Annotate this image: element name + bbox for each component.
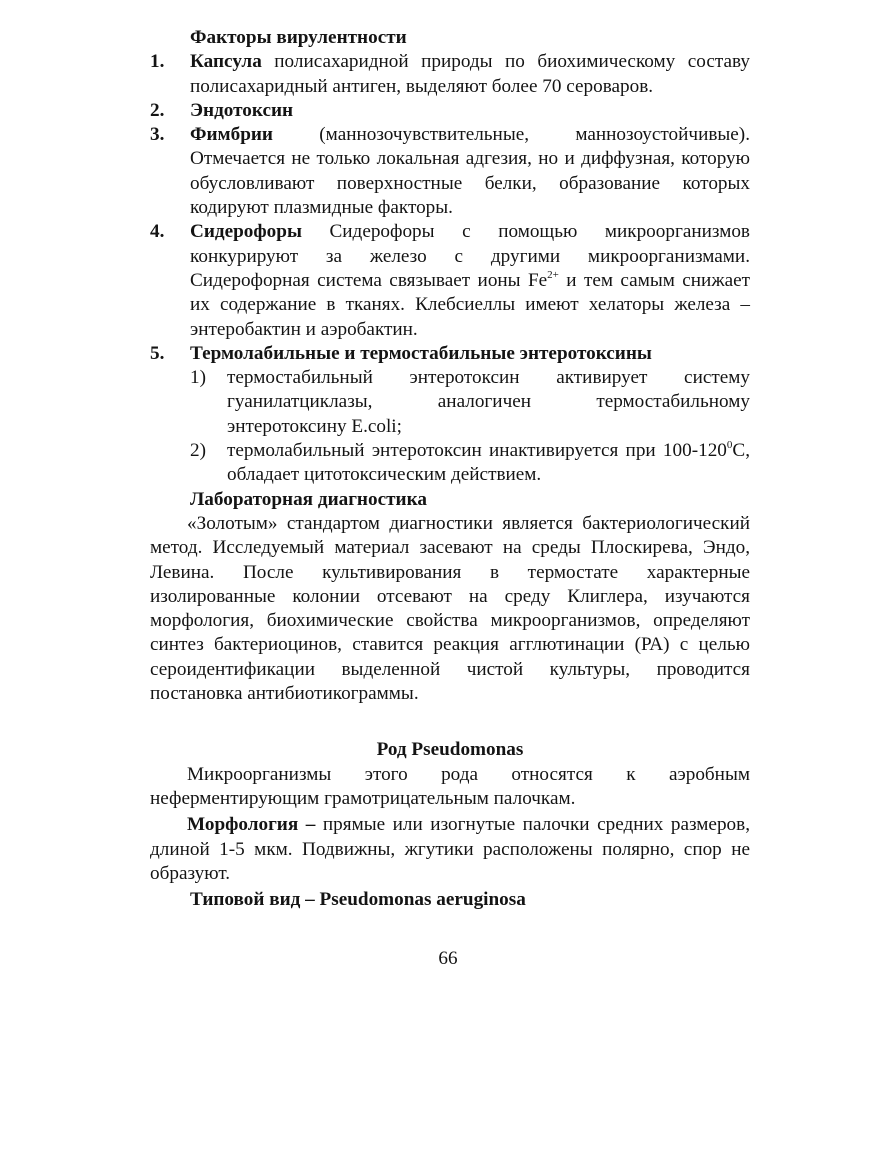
morphology-paragraph (150, 813, 750, 886)
pseudomonas-heading: Род Pseudomonas (376, 739, 524, 761)
item-lead: Эндотоксин (190, 99, 294, 121)
subitem-number: 2) (190, 440, 206, 462)
item-lead: Фимбрии (190, 124, 273, 146)
type-species-heading: Типовой вид – Pseudomonas aeruginosa (190, 889, 526, 911)
item-lead: Сидерофоры (190, 221, 302, 243)
subitem-text: термостабильный энтеротоксин активирует систему гуанилатциклазы, аналогичен термостабильному энтеротоксину E.coli; (227, 367, 750, 437)
virulence-heading: Факторы вирулентности (190, 27, 407, 48)
item-number: 3. (150, 124, 165, 146)
item-lead: Капсула (190, 51, 262, 73)
subitem-text-end: С, обладает цитотоксическим действием. (227, 440, 750, 486)
superscript: 0 (726, 438, 733, 451)
item-text-end: и тем самым снижает их содержание в тканях. Клебсиеллы имеют хелаторы железа – энтеробактин и аэробактин. (190, 269, 750, 340)
subitem-text: термолабильный энтеротоксин инактивируется при 100-120 (227, 440, 727, 462)
item-number: 1. (150, 51, 165, 73)
superscript: 2+ (547, 268, 559, 281)
section-gap (150, 706, 750, 738)
item-text: (маннозочувствительные, маннозоустойчивые). Отмечается не только локальная адгезия, но и диффузная, которую обусловливают поверхностные белки, образование которых кодируют плазмидные факторы. (190, 124, 750, 219)
item-lead: Термолабильные и термостабильные энтеротоксины (190, 342, 652, 364)
subitem-number: 1) (190, 367, 206, 389)
morphology-lead: Морфология – (187, 814, 316, 836)
virulence-item-fimbriae (150, 123, 750, 220)
page-number: 66 (438, 948, 458, 969)
item-text: полисахаридной природы по биохимическому составу полисахаридный антиген, выделяют более 70 сероваров. (190, 51, 750, 97)
virulence-item-capsule (150, 50, 750, 99)
item-text: Сидерофоры с помощью микроорганизмов конкурируют за железо с другими микроорганизмами. Сидерофорная система связывает ионы Fe (190, 221, 750, 291)
enterotoxin-subitem (150, 366, 750, 439)
virulence-item-siderophores (150, 220, 750, 341)
item-number: 4. (150, 221, 165, 243)
page-text (150, 26, 750, 912)
morphology-text: прямые или изогнутые палочки средних размеров, длиной 1-5 мкм. Подвижны, жгутики расположены полярно, спор не образуют. (150, 814, 750, 884)
virulence-item-endotoxin (150, 99, 750, 123)
lab-diagnostics-heading: Лабораторная диагностика (190, 488, 427, 510)
pseudomonas-intro-paragraph: Микроорганизмы этого рода относятся к аэробным неферментирующим грамотрицательным палочкам. (150, 763, 750, 809)
item-number: 2. (150, 99, 165, 121)
enterotoxin-subitem (150, 439, 750, 488)
virulence-item-enterotoxins (150, 342, 750, 366)
lab-diagnostics-paragraph: «Золотым» стандартом диагностики является бактериологический метод. Исследуемый материал засевают на среды Плоскирева, Эндо, Левина. После культивирования в термостате характерные изолированные колонии отсевают на среду Клиглера, изучаются морфология, биохимические свойства микроорганизмов, определяют синтез бактериоцинов, ставится реакция агглютинации (РА) с целью сероидентификации выделенной чистой культуры, проводится постановка антибиотикограммы. (150, 512, 750, 705)
item-number: 5. (150, 342, 165, 364)
